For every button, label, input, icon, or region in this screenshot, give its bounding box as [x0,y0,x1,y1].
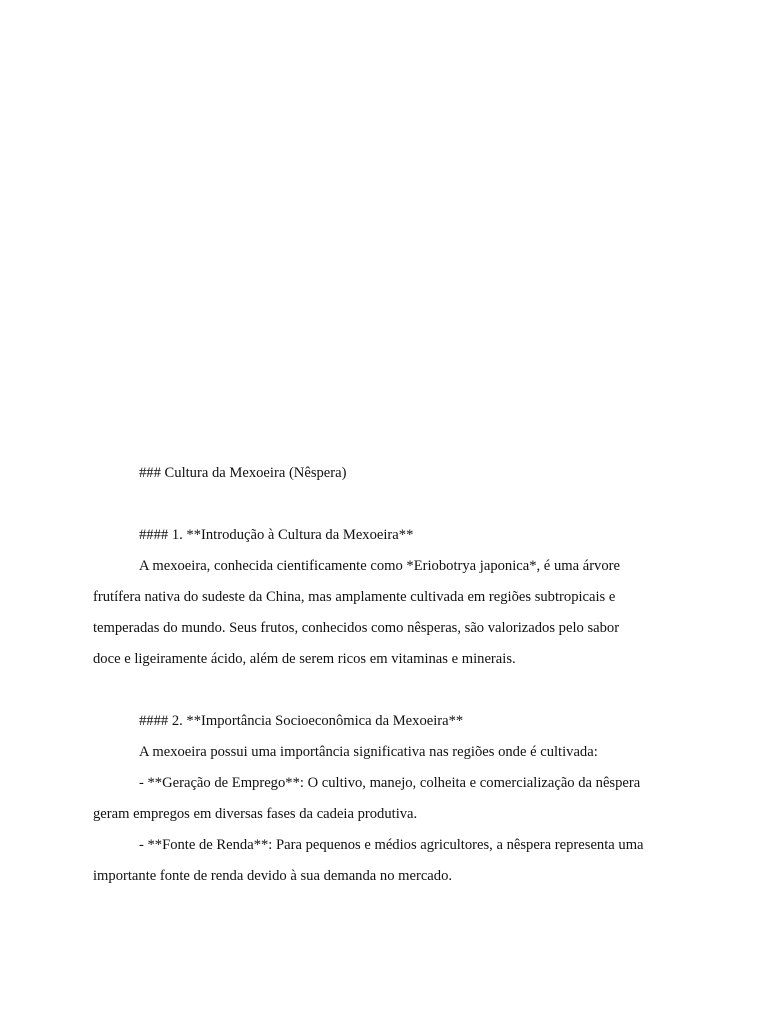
document-title: ### Cultura da Mexoeira (Nêspera) [139,465,347,481]
blank-line [93,675,683,706]
bullet-employment-line: - **Geração de Emprego**: O cultivo, manejo, colheita e comercialização da nêspera [139,775,641,791]
section-2-intro: A mexoeira possui uma importância significativa nas regiões onde é cultivada: [139,744,598,760]
bullet-income-line: importante fonte de renda devido à sua demanda no mercado. [93,868,453,884]
document-body [93,458,683,892]
bullet-income-line: - **Fonte de Renda**: Para pequenos e médios agricultores, a nêspera representa uma [139,837,644,853]
section-1-heading: #### 1. **Introdução à Cultura da Mexoeira** [139,527,414,543]
section-2-heading: #### 2. **Importância Socioeconômica da Mexoeira** [139,713,464,729]
section-1-paragraph-line: A mexoeira, conhecida cientificamente como *Eriobotrya japonica*, é uma árvore [139,558,620,574]
section-1-paragraph-line: frutífera nativa do sudeste da China, mas amplamente cultivada em regiões subtropicais e [93,589,616,605]
section-1-paragraph-line: temperadas do mundo. Seus frutos, conhecidos como nêsperas, são valorizados pelo sabor [93,620,620,636]
bullet-employment-line: geram empregos em diversas fases da cadeia produtiva. [93,806,418,822]
blank-line [93,489,683,520]
section-1-paragraph-line: doce e ligeiramente ácido, além de serem ricos em vitaminas e minerais. [93,651,516,667]
